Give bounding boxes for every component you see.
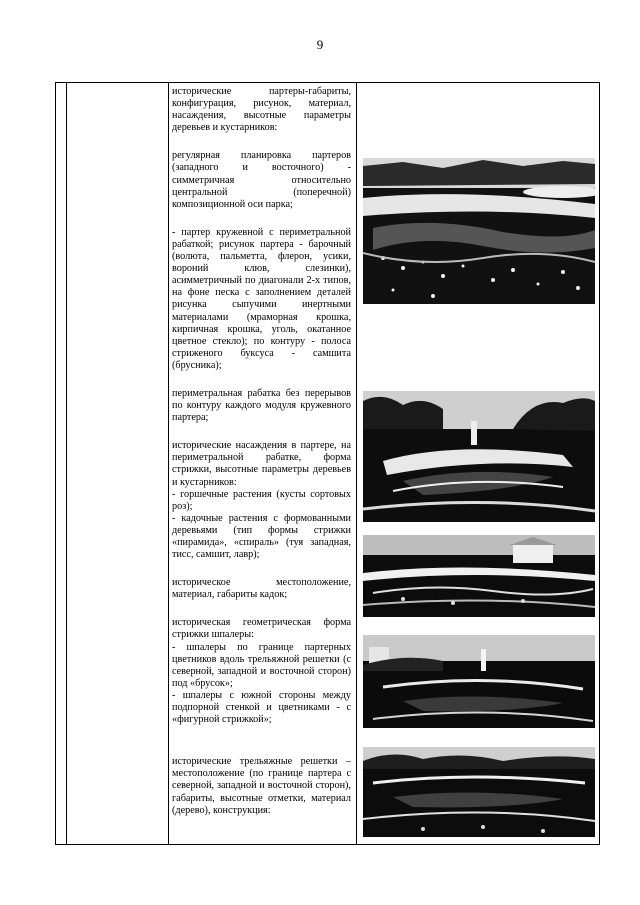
page-number: 9 (316, 37, 324, 52)
column-divider (168, 83, 169, 844)
description-column (172, 86, 351, 817)
parterre-photo-2 (363, 391, 595, 522)
parterre-photo-3 (363, 535, 595, 617)
parterre-photo-4 (363, 635, 595, 728)
column-divider (356, 83, 357, 844)
paragraph-6: историческое местоположение, материал, габариты кадок; (172, 577, 351, 601)
paragraph-5: исторические насаждения в партере, на периметральной рабатке, форма стрижки, высотные параметры деревьев и кустарников: - горшечные растения (кусты сортовых роз); - кадочные растения с формованными деревьями (тип формы стрижки «пирамида», «спираль» (туя западная, тисс, самшит, лавр); (172, 440, 351, 561)
column-divider (66, 83, 67, 844)
parterre-photo-5 (363, 747, 595, 837)
paragraph-3: - партер кружевной с периметральной рабаткой; рисунок партера - барочный (волюта, пальметта, флерон, усики, вороний клюв, слезинки), асимметричный по диагонали 2-х типов, на фоне песка с заполнением деталей рисунка сыпучими инертными материалами (мраморная крошка, кирпичная крошка, уголь, окатанное цветное стекло); по контуру - полоса стриженого буксуса - самшита (брусника); (172, 226, 351, 371)
parterre-photo-1 (363, 158, 595, 304)
paragraph-1: исторические партеры-габариты, конфигурация, рисунок, материал, насаждения, высотные параметры деревьев и кустарников: (172, 86, 351, 134)
paragraph-2: регулярная планировка партеров (западного и восточного) - симметричная относительно центральной (поперечной) композиционной оси парка; (172, 150, 351, 210)
paragraph-7: историческая геометрическая форма стрижки шпалеры: - шпалеры по границе партерных цветников вдоль трельяжной решетки (с северной, западной и восточной сторон) под «брусок»; - шпалеры с южной стороны между подпорной стенкой и цветниками - с «фигурной стрижкой»; (172, 617, 351, 726)
paragraph-8: исторические трельяжные решетки – местоположение (по границе партера с северной, западной и восточной сторон), габариты, высотные отметки, материал (дерево), конструкция: (172, 756, 351, 816)
paragraph-4: периметральная рабатка без перерывов по контуру каждого модуля кружевного партера; (172, 387, 351, 424)
